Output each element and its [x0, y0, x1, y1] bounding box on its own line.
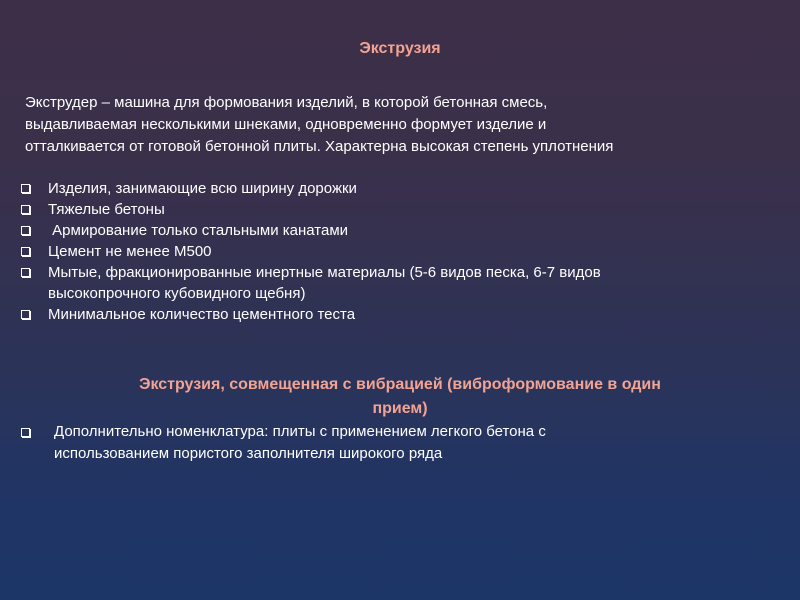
bullet-text: Мытые, фракционированные инертные материалы (5-6 видов песка, 6-7 видов: [48, 264, 601, 281]
bullet-item: [0, 421, 760, 465]
intro-paragraph: [25, 92, 745, 158]
bullet-text: Дополнительно номенклатура: плиты с применением легкого бетона с: [54, 423, 546, 440]
checkbox-square-icon: [21, 428, 30, 437]
subtitle-line: Экструзия, совмещенная с вибрацией (виброформование в один: [139, 376, 661, 393]
checkbox-square-icon: [21, 310, 30, 319]
bullet-text: Минимальное количество цементного теста: [48, 306, 356, 323]
section-subtitle: [20, 373, 780, 421]
bullet-item: [0, 262, 760, 304]
bullet-item: [0, 178, 760, 199]
bullet-item: [0, 220, 760, 241]
bullet-text: Изделия, занимающие всю ширину дорожки: [48, 180, 357, 197]
checkbox-square-icon: [21, 268, 30, 277]
checkbox-square-icon: [21, 184, 30, 193]
bullet-item: [0, 304, 760, 325]
bullet-item: [0, 199, 760, 220]
checkbox-square-icon: [21, 205, 30, 214]
slide-title: Экструзия: [359, 40, 441, 57]
intro-line: отталкивается от готовой бетонной плиты. Характерна высокая степень уплотнения: [25, 138, 614, 155]
bullet-list: [0, 178, 760, 325]
intro-line: Экструдер – машина для формования изделий, в которой бетонная смесь,: [25, 94, 548, 111]
bullet-text: Армирование только стальными канатами: [48, 222, 349, 239]
bullet-text: высокопрочного кубовидного щебня): [48, 285, 306, 302]
checkbox-square-icon: [21, 247, 30, 256]
checkbox-square-icon: [21, 226, 30, 235]
bullet-item: [0, 241, 760, 262]
subtitle-line: прием): [372, 400, 428, 417]
bullet-text: использованием пористого заполнителя широкого ряда: [54, 445, 443, 462]
bullet-list-2: [0, 421, 760, 465]
bullet-text: Тяжелые бетоны: [48, 201, 165, 218]
bullet-text: Цемент не менее М500: [48, 243, 212, 260]
intro-line: выдавливаемая несколькими шнеками, одновременно формует изделие и: [25, 116, 547, 133]
